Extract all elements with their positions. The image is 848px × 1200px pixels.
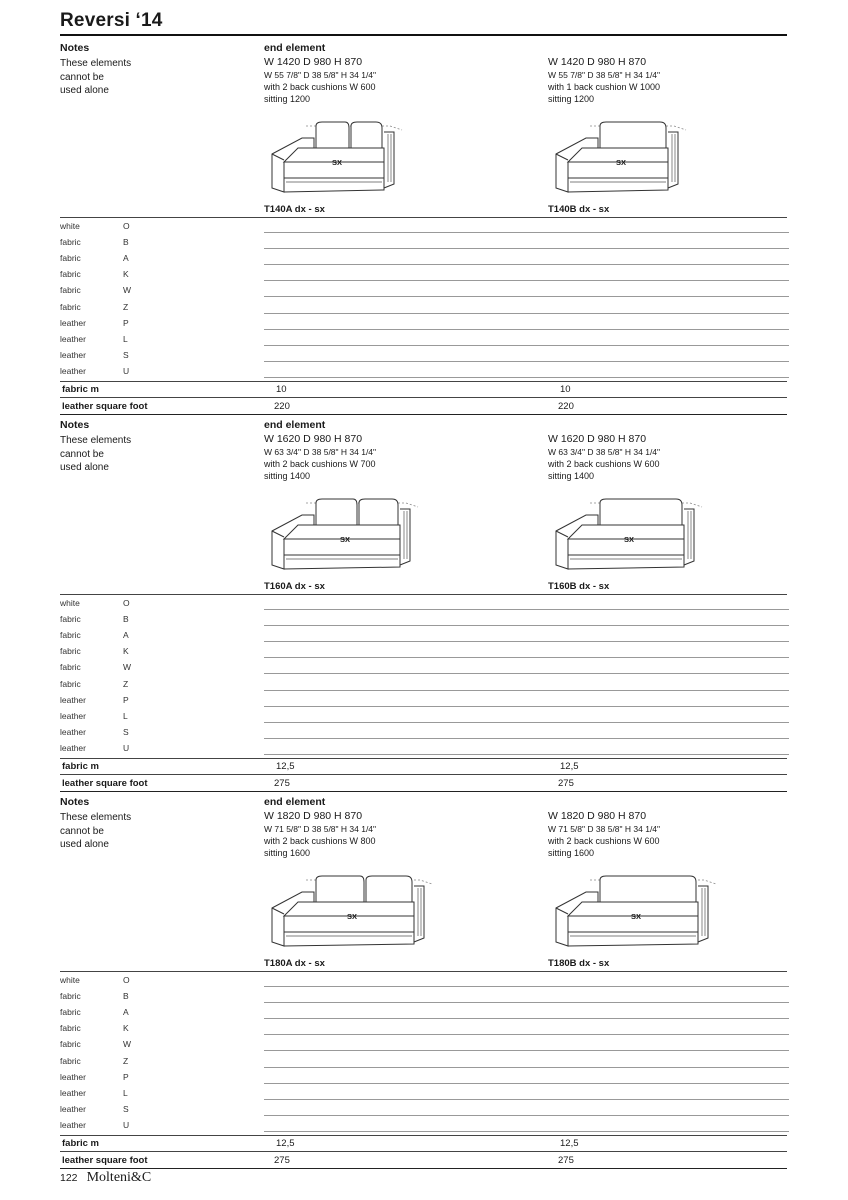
notes-heading: Notes <box>60 796 90 808</box>
product-section <box>60 413 787 789</box>
grade-label: B <box>123 991 129 1002</box>
section-rule <box>60 594 787 595</box>
brand-logo: Molteni&C <box>86 1170 152 1185</box>
product-code: T140A dx - sx <box>264 204 325 215</box>
dimensions-mm: W 1420 D 980 H 870 <box>548 56 647 68</box>
grade-label: L <box>123 710 128 721</box>
cushions-info: with 2 back cushions W 700 <box>264 459 376 469</box>
material-label: fabric <box>60 991 81 1002</box>
summary-rule <box>60 774 787 775</box>
fabric-meters-value: 10 <box>560 384 571 395</box>
price-entry-line <box>264 377 789 378</box>
cushions-info: with 2 back cushions W 600 <box>548 459 660 469</box>
grade-label: A <box>123 630 129 641</box>
price-entry-line <box>264 738 789 739</box>
material-label: fabric <box>60 253 81 264</box>
price-entry-line <box>264 248 789 249</box>
section-rule <box>60 217 787 218</box>
dimensions-mm: W 1420 D 980 H 870 <box>264 56 363 68</box>
material-label: fabric <box>60 237 81 248</box>
notes-line: used alone <box>60 839 109 850</box>
price-entry-line <box>264 329 789 330</box>
sofa-drawing <box>258 491 430 582</box>
grade-label: S <box>123 1103 129 1114</box>
price-entry-line <box>264 1067 789 1068</box>
grade-label: U <box>123 742 130 753</box>
grade-label: O <box>123 598 130 608</box>
footer <box>60 1170 151 1186</box>
sitting-info: sitting 1200 <box>264 94 311 104</box>
notes-text <box>60 57 180 98</box>
price-entry-line <box>264 1050 789 1051</box>
grade-label: A <box>123 253 129 264</box>
dimensions-inches: W 55 7/8" D 38 5/8" H 34 1/4" <box>548 70 661 80</box>
grade-label: S <box>123 349 129 360</box>
price-entry-line <box>264 280 789 281</box>
material-label: fabric <box>60 1039 81 1050</box>
material-label: fabric <box>60 301 81 312</box>
grade-label: P <box>123 317 129 328</box>
fabric-meters-value: 10 <box>276 384 287 395</box>
price-entry-line <box>264 1115 789 1116</box>
grade-label: L <box>123 1087 128 1098</box>
dimensions-mm: W 1820 D 980 H 870 <box>264 810 363 822</box>
grade-label: A <box>123 1007 129 1018</box>
grade-label: O <box>123 975 130 985</box>
price-entry-line <box>264 1131 789 1132</box>
sofa-label: SX <box>631 912 642 921</box>
material-label: leather <box>60 1071 86 1082</box>
grade-label: P <box>123 694 129 705</box>
grade-label: Z <box>123 678 129 689</box>
notes-heading: Notes <box>60 42 90 54</box>
material-label: leather <box>60 1087 86 1098</box>
material-label: fabric <box>60 1007 81 1018</box>
material-label: leather <box>60 1103 86 1114</box>
notes-line: These elements <box>60 435 132 446</box>
page-title: Reversi ‘14 <box>60 10 163 31</box>
notes-text <box>60 811 180 852</box>
leather-sqft-label: leather square foot <box>62 401 148 412</box>
price-entry-line <box>264 641 789 642</box>
fabric-meters-value: 12,5 <box>276 761 295 772</box>
price-entry-line <box>264 986 789 987</box>
notes-line: These elements <box>60 812 132 823</box>
sofa-drawing <box>258 868 444 959</box>
fabric-meters-label: fabric m <box>62 761 99 772</box>
grade-label: W <box>123 1039 132 1050</box>
summary-rule <box>60 1135 787 1136</box>
dimensions-inches: W 71 5/8" D 38 5/8" H 34 1/4" <box>264 824 377 834</box>
leather-sqft-value: 220 <box>274 401 290 413</box>
product-section <box>60 36 787 412</box>
sofa-label: SX <box>624 535 635 544</box>
page-number: 122 <box>60 1172 78 1184</box>
section-end-rule <box>60 1168 787 1169</box>
notes-line: cannot be <box>60 448 104 460</box>
fabric-meters-value: 12,5 <box>560 1138 579 1149</box>
material-label: fabric <box>60 662 81 673</box>
summary-rule <box>60 397 787 398</box>
material-label: white <box>60 975 80 985</box>
material-label: leather <box>60 726 86 737</box>
element-heading: end element <box>264 419 326 431</box>
price-entry-line <box>264 657 789 658</box>
sofa-drawing <box>258 114 414 205</box>
leather-sqft-value: 275 <box>558 1155 574 1167</box>
dimensions-inches: W 63 3/4" D 38 5/8" H 34 1/4" <box>264 447 377 457</box>
leather-sqft-value: 275 <box>274 778 290 790</box>
grade-label: U <box>123 365 130 376</box>
notes-heading: Notes <box>60 419 90 431</box>
section-rule <box>60 971 787 972</box>
material-label: leather <box>60 742 86 753</box>
notes-line: used alone <box>60 462 109 473</box>
leather-sqft-label: leather square foot <box>62 1155 148 1166</box>
material-label: leather <box>60 349 86 360</box>
material-label: fabric <box>60 614 81 625</box>
sofa-label: SX <box>347 912 358 921</box>
sitting-info: sitting 1200 <box>548 94 595 104</box>
price-entry-line <box>264 1083 789 1084</box>
grade-label: Z <box>123 301 129 312</box>
cushions-info: with 1 back cushion W 1000 <box>548 82 661 92</box>
sitting-info: sitting 1600 <box>264 848 311 858</box>
cushions-info: with 2 back cushions W 800 <box>264 836 376 846</box>
element-heading: end element <box>264 42 326 54</box>
grade-label: W <box>123 285 132 296</box>
product-code: T160A dx - sx <box>264 581 325 592</box>
price-entry-line <box>264 361 789 362</box>
price-entry-line <box>264 313 789 314</box>
material-label: fabric <box>60 1055 81 1066</box>
product-code: T160B dx - sx <box>548 581 610 592</box>
price-entry-line <box>264 673 789 674</box>
cushions-info: with 2 back cushions W 600 <box>548 836 660 846</box>
product-code: T180B dx - sx <box>548 958 610 969</box>
summary-rule <box>60 381 787 382</box>
price-entry-line <box>264 625 789 626</box>
product-code: T180A dx - sx <box>264 958 325 969</box>
fabric-meters-value: 12,5 <box>560 761 579 772</box>
sofa-label: SX <box>340 535 351 544</box>
notes-line: cannot be <box>60 71 104 83</box>
sitting-info: sitting 1400 <box>264 471 311 481</box>
price-entry-line <box>264 232 789 233</box>
price-entry-line <box>264 1002 789 1003</box>
sofa-drawing <box>542 868 728 959</box>
leather-sqft-value: 275 <box>558 778 574 790</box>
grade-label: K <box>123 269 129 280</box>
material-label: leather <box>60 365 86 376</box>
dimensions-inches: W 71 5/8" D 38 5/8" H 34 1/4" <box>548 824 661 834</box>
dimensions-mm: W 1820 D 980 H 870 <box>548 810 647 822</box>
notes-line: cannot be <box>60 825 104 837</box>
price-entry-line <box>264 1099 789 1100</box>
sofa-drawing <box>542 491 714 582</box>
price-entry-line <box>264 754 789 755</box>
grade-label: U <box>123 1119 130 1130</box>
summary-rule <box>60 1151 787 1152</box>
sitting-info: sitting 1600 <box>548 848 595 858</box>
grade-label: K <box>123 646 129 657</box>
sofa-drawing <box>542 114 698 205</box>
grade-label: O <box>123 221 130 231</box>
price-entry-line <box>264 722 789 723</box>
material-label: fabric <box>60 1023 81 1034</box>
grade-label: L <box>123 333 128 344</box>
material-label: leather <box>60 333 86 344</box>
notes-line: used alone <box>60 85 109 96</box>
material-label: white <box>60 221 80 231</box>
element-heading: end element <box>264 796 326 808</box>
sitting-info: sitting 1400 <box>548 471 595 481</box>
grade-label: B <box>123 614 129 625</box>
price-entry-line <box>264 345 789 346</box>
fabric-meters-label: fabric m <box>62 384 99 395</box>
material-label: fabric <box>60 678 81 689</box>
material-label: fabric <box>60 285 81 296</box>
dimensions-inches: W 63 3/4" D 38 5/8" H 34 1/4" <box>548 447 661 457</box>
sofa-label: SX <box>332 158 343 167</box>
fabric-meters-label: fabric m <box>62 1138 99 1149</box>
product-code: T140B dx - sx <box>548 204 610 215</box>
sofa-label: SX <box>616 158 627 167</box>
price-entry-line <box>264 296 789 297</box>
leather-sqft-value: 275 <box>274 1155 290 1167</box>
material-label: fabric <box>60 646 81 657</box>
price-entry-line <box>264 609 789 610</box>
dimensions-mm: W 1620 D 980 H 870 <box>264 433 363 445</box>
summary-rule <box>60 758 787 759</box>
grade-label: B <box>123 237 129 248</box>
fabric-meters-value: 12,5 <box>276 1138 295 1149</box>
leather-sqft-label: leather square foot <box>62 778 148 789</box>
price-entry-line <box>264 264 789 265</box>
material-label: leather <box>60 694 86 705</box>
price-entry-line <box>264 1034 789 1035</box>
dimensions-mm: W 1620 D 980 H 870 <box>548 433 647 445</box>
grade-label: Z <box>123 1055 129 1066</box>
material-label: fabric <box>60 630 81 641</box>
grade-label: P <box>123 1071 129 1082</box>
material-label: leather <box>60 317 86 328</box>
material-label: leather <box>60 710 86 721</box>
material-label: fabric <box>60 269 81 280</box>
material-label: leather <box>60 1119 86 1130</box>
notes-line: These elements <box>60 58 132 69</box>
notes-text <box>60 434 180 475</box>
leather-sqft-value: 220 <box>558 401 574 413</box>
cushions-info: with 2 back cushions W 600 <box>264 82 376 92</box>
price-entry-line <box>264 1018 789 1019</box>
price-entry-line <box>264 706 789 707</box>
product-section <box>60 790 787 1166</box>
grade-label: S <box>123 726 129 737</box>
material-label: white <box>60 598 80 608</box>
grade-label: K <box>123 1023 129 1034</box>
grade-label: W <box>123 662 132 673</box>
dimensions-inches: W 55 7/8" D 38 5/8" H 34 1/4" <box>264 70 377 80</box>
price-entry-line <box>264 690 789 691</box>
